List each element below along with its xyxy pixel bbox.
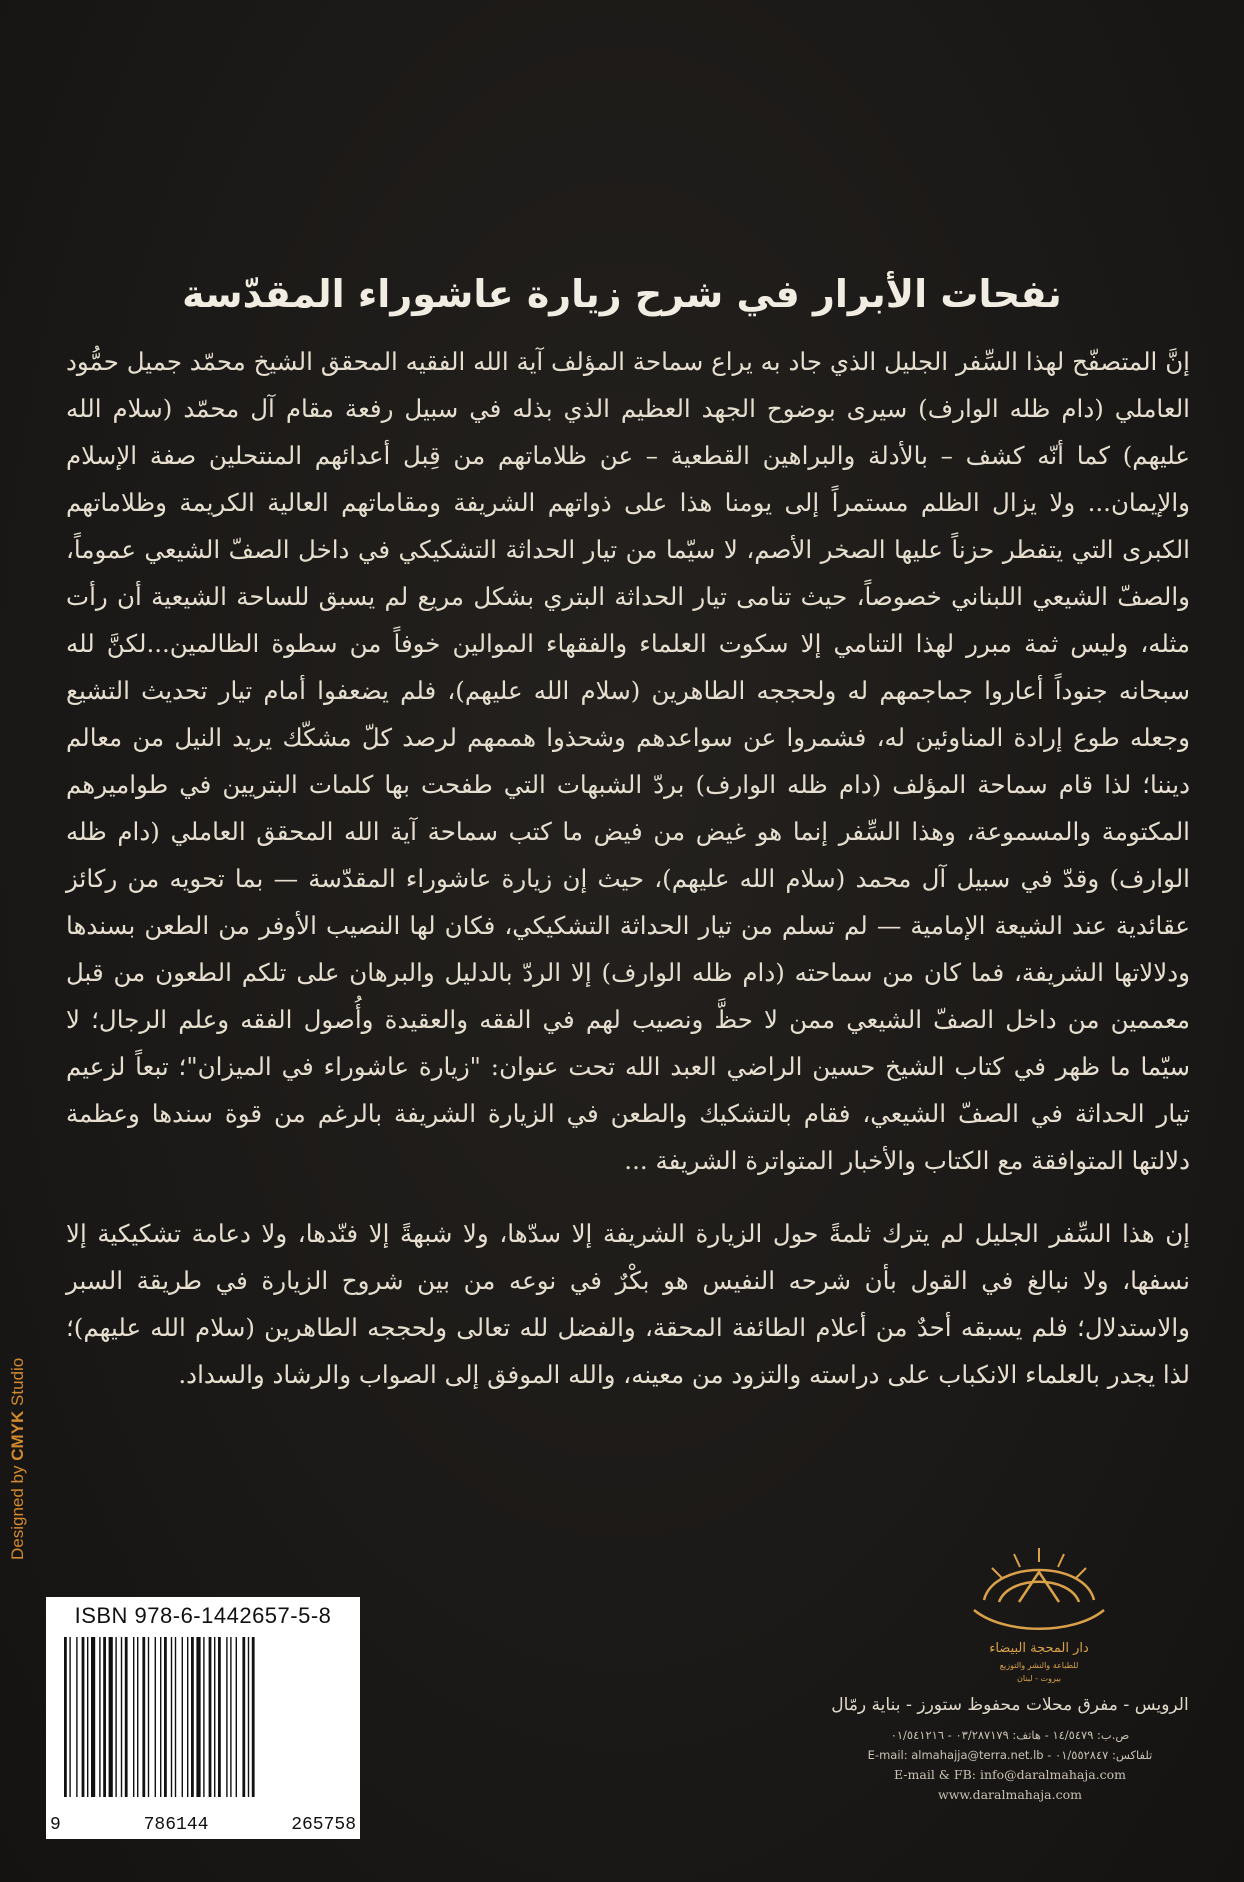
barcode-bar [187,1637,188,1797]
barcode-bar [133,1637,134,1797]
logo-city: بيروت - لبنان [1017,1674,1061,1683]
barcode-bar [218,1637,221,1797]
blurb [66,338,1190,1398]
barcode-bar [99,1637,100,1797]
barcode-bar [214,1637,215,1797]
barcode-digits [50,1815,356,1835]
barcode-bar [248,1637,249,1797]
barcode-bar [91,1637,95,1797]
logo-sub: للطباعة والنشر والتوزيع [999,1661,1079,1670]
barcode-digit-group-2: 265758 [291,1815,356,1835]
barcode-bar [209,1637,212,1797]
barcode-bar [196,1637,200,1797]
publisher-fax: تلفاكس: ٠١/٥٥٢٨٤٧ - E-mail: almahajja@terra.net.lb [867,1748,1153,1762]
barcode-bar [164,1637,167,1797]
isbn-barcode-box [46,1597,360,1839]
barcode-bar [148,1637,149,1797]
barcode-bar [155,1637,156,1797]
publisher-email: E-mail & FB: info@daralmahaja.com [893,1767,1127,1782]
publisher-logo [964,1540,1114,1688]
credit-suffix: Studio [8,1357,27,1406]
credit-brand: CMYK [8,1410,27,1461]
barcode-bar [242,1637,245,1797]
publisher-website: www.daralmahaja.com [938,1787,1082,1802]
barcode-bar [64,1637,67,1797]
blurb-paragraph-1: إنَّ المتصفّح لهذا السِّفر الجليل الذي جاد به يراع سماحة المؤلف آية الله الفقيه المحقق الشيخ محمّد جميل حمُّود العاملي (دام ظله الوارف) سيرى بوضوح الجهد العظيم الذي بذله في سبيل رفعة مقام آل محمّد (سلام الله عليهم) كما أنّه كشف – بالأدلة والبراهين القطعية – عن ظلاماتهم من قِبل أعدائهم المنتحلين صفة الإسلام والإيمان... ولا يزال الظلم مستمراً إلى يومنا هذا على ذواتهم الشريفة ومقاماتهم العالية الكريمة وظلاماتهم الكبرى التي يتفطر حزناً عليها الصخر الأصم، لا سيّما من تيار الحداثة التشكيكي في داخل الصفّ الشيعي عموماً، والصفّ الشيعي اللبناني خصوصاً، حيث تنامى تيار الحداثة البتري بشكل مريع لم يسبق للساحة الشيعية أن رأت مثله، وليس ثمة مبرر لهذا التنامي إلا سكوت العلماء والفقهاء الموالين خوفاً من سطوة الظالمين...لكنَّ لله سبحانه جنوداً أعاروا جماجمهم له ولحججه الطاهرين (سلام الله عليهم)، فلم يضعفوا أمام تيار تحديث التشيع وجعله طوع إرادة المناوئين له، فشمروا عن سواعدهم وشحذوا هممهم لرصد كلّ مشكّك يريد النيل من معالم ديننا؛ لذا قام سماحة المؤلف (دام ظله الوارف) بردّ الشبهات التي طفحت بها كلمات البتريين في طواميرهم المكتومة والمسموعة، وهذا السِّفر إنما هو غيض من فيض ما كتب سماحة آية الله المحقق العاملي (دام ظله الوارف) وقدّ في سبيل آل محمد (سلام الله عليهم)، حيث إن زيارة عاشوراء المقدّسة — بما تحويه من ركائز عقائدية عند الشيعة الإمامية — لم تسلم من تيار الحداثة التشكيكي، فكان لها النصيب الأوفر من الطعن بسندها ودلالاتها الشريفة، فما كان من سماحته (دام ظله الوارف) إلا الردّ بالدليل والبرهان على تلكم الطعون من قبل معممين من داخل الصفّ الشيعي ممن لا حظَّ ونصيب لهم في الفقه والعقيدة وأُصول الفقه وعلم الرجال؛ لا سيّما ما ظهر في كتاب الشيخ حسين الراضي العبد الله تحت عنوان: "زيارة عاشوراء في الميزان"؛ تبعاً لزعيم تيار الحداثة في الصفّ الشيعي، فقام بالتشكيك والطعن في الزيارة الشريفة بالرغم من قوة سندها وعظمة دلالتها المتوافقة مع الكتاب والأخبار المتواترة الشريفة ... [66,347,1190,1175]
credit-prefix: Designed by [8,1465,27,1560]
barcode-bar [171,1637,172,1797]
barcode-bar [103,1637,106,1797]
barcode-bar [230,1637,231,1797]
barcode-bar [191,1637,194,1797]
barcode-digit-lead: 9 [50,1815,61,1835]
barcode-bar [252,1637,255,1797]
barcode-bar [160,1637,161,1797]
publisher-address: الرويس - مفرق محلات محفوظ ستورز - بناية رمّال [831,1695,1189,1715]
book-title: نفحات الأبرار في شرح زيارة عاشوراء المقدّسة [182,272,1062,316]
publisher-info [820,1695,1200,1805]
barcode-bar [182,1637,183,1797]
barcode-bar [137,1637,138,1797]
designer-credit [8,1230,48,1560]
barcode-bar [82,1637,85,1797]
barcode-bar [175,1637,176,1797]
barcode-bar [69,1637,70,1797]
barcode-bar [125,1637,128,1797]
barcode-bar [121,1637,122,1797]
barcode-bar [142,1637,145,1797]
barcode-bar [76,1637,77,1797]
barcode-bar [87,1637,88,1797]
barcode [60,1637,346,1797]
isbn-label: ISBN 978-6-1442657-5-8 [74,1603,332,1628]
barcode-bar [203,1637,204,1797]
logo-name: دار المحجة البيضاء [989,1641,1089,1656]
barcode-bar [236,1637,237,1797]
blurb-paragraph-2: إن هذا السِّفر الجليل لم يترك ثلمةً حول الزيارة الشريفة إلا سدّها، ولا شبهةً إلا فنّدها، ولا دعامة تشكيكية إلا نسفها، ولا نبالغ في القول بأن شرحه النفيس هو بكْرٌ في نوعه من بين شروح الزيارة في طريقة السبر والاستدلال؛ فلم يسبقه أحدٌ من أعلام الطائفة المحقة، والفضل لله تعالى ولحججه الطاهرين (سلام الله عليهم)؛ لذا يجدر بالعلماء الانكباب على دراسته والتزود من معينه، والله الموفق إلى الصواب والرشاد والسداد. [66,1219,1190,1389]
barcode-bar [115,1637,116,1797]
barcode-bar [226,1637,227,1797]
barcode-digit-group-1: 786144 [143,1815,209,1835]
barcode-bar [109,1637,113,1797]
publisher-phone: ص.ب: ١٤/٥٤٧٩ - هاتف: ٠٣/٢٨٧١٧٩ - ٠١/٥٤١٢١٦ [890,1728,1130,1742]
